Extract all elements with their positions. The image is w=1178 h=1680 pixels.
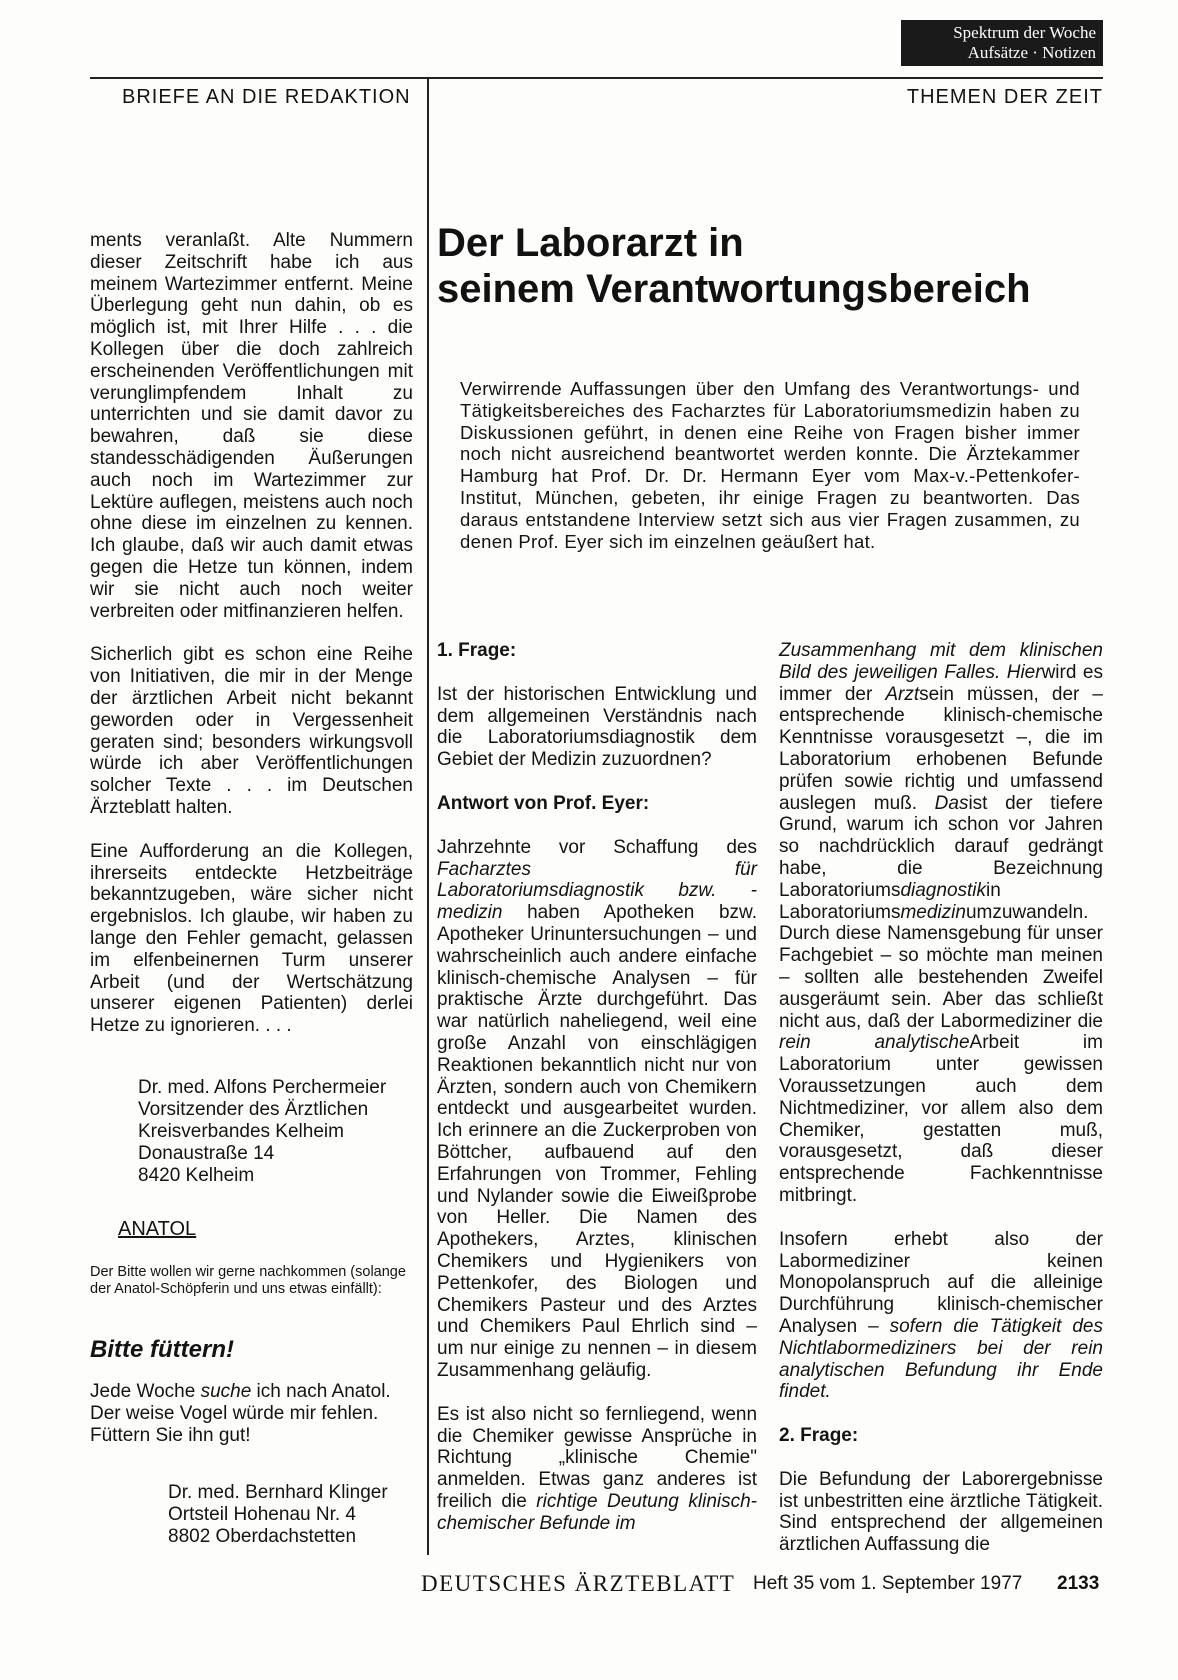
answer-paragraph-continued <box>779 640 1103 1207</box>
article-title-line: Der Laborarzt in <box>437 221 744 265</box>
text-emphasis: sofern die Tätigkeit des Nichtlabormediziners bei der rein analytischen Befundung ihr Ende findet. <box>779 1315 1103 1403</box>
article-column-1 <box>437 640 757 1534</box>
text-run: Laboratoriums <box>779 901 901 923</box>
text-run: auch <box>975 1075 1067 1097</box>
text-run: prüfen <box>779 770 845 792</box>
text-run: vorausgesetzt <box>885 727 1017 749</box>
text-run: – <box>880 945 899 967</box>
letter-paragraph: Sicherlich gibt es schon eine Reihe von Initiativen, die mir in der Menge der ärztlichen Arbeit nicht bekannt geworden oder in Vergessenheit geraten sind; besonders wirkungsvoll würde ich aber Veröffentlichungen solcher Texte . . . im Deutschen Ärzteblatt halten. <box>90 644 413 818</box>
badge-line-1: Spektrum der Woche <box>953 23 1096 42</box>
text-run: man <box>996 945 1041 967</box>
text-run: –, <box>1016 727 1045 749</box>
answer-paragraph <box>437 837 757 1382</box>
text-run: unter <box>935 1054 1024 1076</box>
text-run: erhobenen <box>916 748 1033 770</box>
text-run: Grund, <box>779 814 847 836</box>
text-run: wenn <box>711 1403 758 1425</box>
text-run: sollten <box>804 966 874 988</box>
text-run: in <box>986 879 1001 901</box>
text-run: der <box>844 683 886 705</box>
anatol-intro: Der Bitte wollen wir gerne nachkommen (solange der Anatol-Schöpferin und uns etwas einfällt): <box>90 1264 406 1297</box>
text-run: aus, <box>825 1010 868 1032</box>
text-emphasis: Arzt <box>885 683 920 705</box>
text-run: Kenntnisse <box>779 727 886 749</box>
text-run: bestehenden <box>918 966 1043 988</box>
text-emphasis: Das <box>934 792 969 814</box>
question-2-text: Die Befundung der Laborergebnisse ist unbestritten eine ärztliche Tätigkeit. Sind entsprechend der allgemeinen ärztlichen Auffassung die <box>779 1468 1103 1556</box>
top-rule <box>90 77 1103 79</box>
text-run: daß <box>960 1141 1052 1163</box>
signature-line: Donaustraße 14 <box>138 1143 275 1164</box>
text-emphasis: mit <box>929 640 969 661</box>
text-run: Chemiker <box>472 1425 564 1447</box>
anatol-text-emphasis: suche <box>200 1381 252 1402</box>
letter-signature <box>138 1077 386 1187</box>
text-run: dieser <box>1051 1141 1103 1163</box>
article-column-2 <box>779 640 1103 1556</box>
text-emphasis: Befunde <box>539 1512 616 1534</box>
text-run: so <box>898 945 927 967</box>
text-run: der <box>1005 792 1051 814</box>
text-emphasis: richtige <box>536 1490 608 1512</box>
text-run: das <box>994 988 1038 1010</box>
text-run: die <box>437 1425 473 1447</box>
text-run: warum <box>846 814 914 836</box>
column-divider <box>427 77 429 1555</box>
text-run: vorausgesetzt, <box>779 1141 961 1163</box>
text-run: Fachkenntnisse <box>969 1163 1103 1185</box>
badge-line-2: Aufsätze · Notizen <box>967 43 1096 62</box>
text-run: es <box>1082 661 1103 683</box>
signature-line: Dr. med. Alfons Perchermeier <box>138 1077 387 1098</box>
anatol-text-part: ich nach Anatol. Der weise Vogel würde mir fehlen. Füttern Sie ihn gut! <box>90 1381 391 1446</box>
text-run: Ansprüche <box>641 1425 743 1447</box>
text-run: für <box>1027 923 1056 945</box>
text-run: gestatten <box>923 1119 1060 1141</box>
text-run: ist <box>737 1469 757 1491</box>
text-run: immer <box>779 683 845 705</box>
text-emphasis: Deutung <box>607 1490 689 1512</box>
text-run: allem <box>960 1097 1019 1119</box>
text-run: in <box>742 1425 757 1447</box>
anatol-letter <box>90 1381 415 1446</box>
text-run: also <box>491 1403 533 1425</box>
text-emphasis: Hier <box>1006 661 1042 683</box>
text-run: Befunde <box>1032 748 1103 770</box>
text-run: die <box>897 857 994 879</box>
text-emphasis: klinisch-chemischer <box>437 1490 757 1534</box>
anatol-signature <box>168 1482 388 1548</box>
text-run: der <box>1051 683 1093 705</box>
text-run: dem <box>1066 1097 1103 1119</box>
text-run: Namensgebung <box>887 923 1028 945</box>
text-run: entsprechende <box>779 705 944 727</box>
text-run: daß <box>867 1010 907 1032</box>
text-run: vor <box>921 1097 961 1119</box>
text-run: Jahrzehnte vor Schaffung des <box>437 836 757 858</box>
text-run: möchte <box>926 945 997 967</box>
text-run: habe, <box>779 857 898 879</box>
letter-paragraph: Eine Aufforderung an die Kollegen, ihrerseits entdeckte Hetzbeiträge bekanntzugeben, wäre sicher nicht ergebnislos. Ich glaube, wir haben zu lange den Fehler gemacht, gelassen im elfenbeinernen Turm unserer Arbeit (und der Wertschätzung unserer eigenen Patienten) derlei Hetze zu ignorieren. . . . <box>90 840 413 1037</box>
text-run: so <box>779 836 819 858</box>
text-run: unser <box>1055 923 1103 945</box>
text-run: Durch <box>779 923 836 945</box>
text-run: vor <box>1008 814 1045 836</box>
answer-paragraph <box>437 1404 757 1535</box>
signature-line: 8420 Kelheim <box>138 1165 255 1186</box>
signature-line: 8802 Oberdachstetten <box>168 1526 357 1547</box>
anatol-text-part: Jede Woche <box>90 1381 201 1402</box>
text-run: Labormediziner <box>940 1010 1078 1032</box>
text-run: ist <box>465 1403 492 1425</box>
text-run: gewissen <box>1023 1054 1103 1076</box>
text-run: der <box>906 1010 941 1032</box>
text-emphasis: dem <box>968 640 1020 661</box>
text-run: die <box>1044 727 1083 749</box>
letter-paragraph: ments veranlaßt. Alte Nummern dieser Zeitschrift habe ich aus meinem Wartezimmer entfernt. Meine Überlegung geht nun dahin, ob es möglich ist, mit Ihrer Hilfe . . . die Kollegen über die doch zahlreich erscheinenden Veröffentlichungen mit verunglimpfendem Inhalt zu unterrichten und sie damit davor zu bewahren, daß sie diese standesschädigenden Äußerungen auch noch im Wartezimmer zur Lektüre auflegen, meistens auch noch ohne diese im einzelnen zu kennen. Ich glaube, daß wir auch damit etwas gegen die Hetze tun können, indem wir sie nicht auch noch weiter verbreiten oder mitfinanzieren helfen. <box>90 230 413 622</box>
text-emphasis: im <box>615 1512 636 1534</box>
section-title-topics: THEMEN DER ZEIT <box>906 86 1103 108</box>
text-run: und <box>966 770 1011 792</box>
text-run: nachdrücklich <box>818 836 955 858</box>
text-run: schon <box>948 814 1009 836</box>
text-run: haben Apotheken bzw. Apotheker Urinuntersuchungen – und wahrscheinlich auch andere einfache klinisch-chemische Analysen – für praktische Ärzte durchgeführt. Das war natürlich naheliegend, weil eine große Anzahl von einschlägigen Reaktionen bekanntlich nicht nur von Ärzten, sondern auch von Chemikern entdeckt und ausgearbeitet wurden. Ich erinnere an die Zuckerproben von Böttcher, aufbauend auf den Erfahrungen von Trommer, Fehling und Nylander sowie die Eiweißprobe von Heller. Die Namen des Apothekers, Arztes, klinischen Chemikers und Hygienikers von Pettenkofer, des Biologen und Chemikers Pasteur und des Arztes und Chemikers Paul Ehrlich sind – um nur einige zu nennen – in diesem Zusammenhang geläufig. <box>437 902 757 1381</box>
text-run: richtig <box>904 770 967 792</box>
text-run: muß, <box>1059 1119 1104 1141</box>
text-run: wird <box>1041 661 1083 683</box>
text-run: Laboratorium <box>779 1054 936 1076</box>
text-run: tiefere <box>1050 792 1103 814</box>
text-run: Fachgebiet <box>779 945 881 967</box>
text-run: diese <box>835 923 888 945</box>
text-run: Voraussetzungen <box>779 1075 976 1097</box>
text-run: Es <box>437 1403 466 1425</box>
text-run: die <box>1077 1010 1103 1032</box>
text-emphasis: Facharztes für Laboratoriumsdiagnostik bzw. -medizin <box>437 858 757 924</box>
signature-line: Dr. med. Bernhard Klinger <box>168 1482 388 1503</box>
text-run: meinen <box>1040 945 1103 967</box>
text-run: nicht <box>532 1403 580 1425</box>
signature-line: Ortsteil Hohenau Nr. 4 <box>168 1504 356 1525</box>
text-run: anderes <box>656 1469 738 1491</box>
text-run: umzuwandeln. <box>965 901 1089 923</box>
question-1-text: Ist der historischen Entwicklung und dem allgemeinen Verständnis nach die Laboratoriumsdiagnostik dem Gebiet der Medizin zuzuordnen? <box>437 683 757 771</box>
article-title <box>437 220 1097 312</box>
text-run: sein <box>919 683 968 705</box>
text-run: ganz <box>602 1469 657 1491</box>
signature-line: Kreisverbandes Kelheim <box>138 1121 344 1142</box>
text-run: Chemie" <box>684 1447 757 1469</box>
text-emphasis: diagnostik <box>900 879 987 901</box>
text-run: Insofern erhebt also der Labormediziner keinen Monopolanspruch auf die alleinige Durchführung klinisch-chemischer Analysen – <box>779 1228 1103 1337</box>
text-run: gedrängt <box>1027 836 1103 858</box>
text-run: im <box>1082 1032 1103 1054</box>
text-run: Chemiker, <box>779 1119 924 1141</box>
text-emphasis: analytische <box>874 1032 970 1054</box>
text-run: Jahren <box>1044 814 1103 836</box>
text-run: auslegen <box>779 792 874 814</box>
section-badge <box>901 20 1103 66</box>
text-run: ist <box>968 792 1006 814</box>
article-title-line: seinem Verantwortungsbereich <box>437 267 1031 311</box>
text-emphasis: des <box>817 661 855 683</box>
text-run: „klinische <box>558 1447 685 1469</box>
text-run: gewisse <box>563 1425 642 1447</box>
text-run: Etwas <box>538 1469 603 1491</box>
text-run: so <box>579 1403 606 1425</box>
text-run: Laboratoriums <box>779 879 901 901</box>
section-title-letters: BRIEFE AN DIE REDAKTION <box>122 86 411 108</box>
text-run: Zweifel <box>1042 966 1103 988</box>
text-emphasis: Falles. <box>944 661 1007 683</box>
anatol-headline: Bitte füttern! <box>90 1336 234 1363</box>
issue-info: Heft 35 vom 1. September 1977 <box>753 1573 1023 1594</box>
text-run: Nichtmediziner, <box>779 1097 922 1119</box>
text-run: Bezeichnung <box>993 857 1103 879</box>
text-run: ausgeräumt <box>779 988 892 1010</box>
text-emphasis: Bild <box>779 661 818 683</box>
text-run: schließt <box>1037 988 1103 1010</box>
text-run: darauf <box>954 836 1028 858</box>
text-run: sein. <box>891 988 943 1010</box>
letter-column <box>90 230 413 1037</box>
text-emphasis: medizin <box>900 901 966 923</box>
text-run: müssen, <box>967 683 1052 705</box>
text-run: ich <box>913 814 949 836</box>
answer-heading: Antwort von Prof. Eyer: <box>437 792 650 814</box>
answer-paragraph <box>779 1229 1103 1403</box>
text-run: freilich <box>437 1490 502 1512</box>
text-run: alle <box>873 966 919 988</box>
text-emphasis: Zusammenhang <box>779 640 930 661</box>
text-run: – <box>1092 683 1103 705</box>
article-lead: Verwirrende Auffassungen über den Umfang des Verantwortungs- und Tätigkeitsbereiches des Facharztes für Laboratoriumsmedizin haben zu Diskussionen geführt, in denen eine Reihe von Fragen bisher immer noch nicht ausreichend beantwortet werden konnte. Die Ärztekammer Hamburg hat Prof. Dr. Dr. Hermann Eyer vom Max-v.-Pettenkofer-Institut, München, gebeten, ihr einige Fragen zu beantworten. Das daraus entstandene Interview setzt sich aus vier Fragen zusammen, zu denen Prof. Eyer sich im einzelnen geäußert hat. <box>460 378 1080 552</box>
journal-name: DEUTSCHES ÄRZTEBLATT <box>421 1571 736 1596</box>
text-run: dem <box>1066 1075 1103 1097</box>
signature-line: Vorsitzender des Ärztlichen <box>138 1099 369 1120</box>
text-run: klinisch-chemische <box>943 705 1103 727</box>
text-run: die <box>501 1490 537 1512</box>
page-number: 2133 <box>1057 1573 1100 1594</box>
text-run: im <box>1082 727 1103 749</box>
text-emphasis: jeweiligen <box>854 661 945 683</box>
text-emphasis: klinischen <box>1019 640 1103 661</box>
anatol-title: ANATOL <box>118 1218 197 1240</box>
question-2-heading: 2. Frage: <box>779 1425 859 1447</box>
text-run: muß. <box>873 792 935 814</box>
text-run: fernliegend, <box>605 1403 712 1425</box>
text-run: – <box>779 966 805 988</box>
text-run: umfassend <box>1010 770 1103 792</box>
text-run: Laboratorium <box>779 748 917 770</box>
text-run: anmelden. <box>437 1469 539 1491</box>
text-run: Aber <box>942 988 995 1010</box>
text-run: also <box>1018 1097 1067 1119</box>
text-run: sowie <box>844 770 905 792</box>
text-run: nicht <box>779 1010 826 1032</box>
text-run: mitbringt. <box>779 1184 858 1206</box>
text-run: entsprechende <box>779 1163 970 1185</box>
text-run: Arbeit <box>969 1032 1083 1054</box>
question-1-heading: 1. Frage: <box>437 640 517 661</box>
text-run: Richtung <box>437 1447 559 1469</box>
text-emphasis: rein <box>779 1032 875 1054</box>
